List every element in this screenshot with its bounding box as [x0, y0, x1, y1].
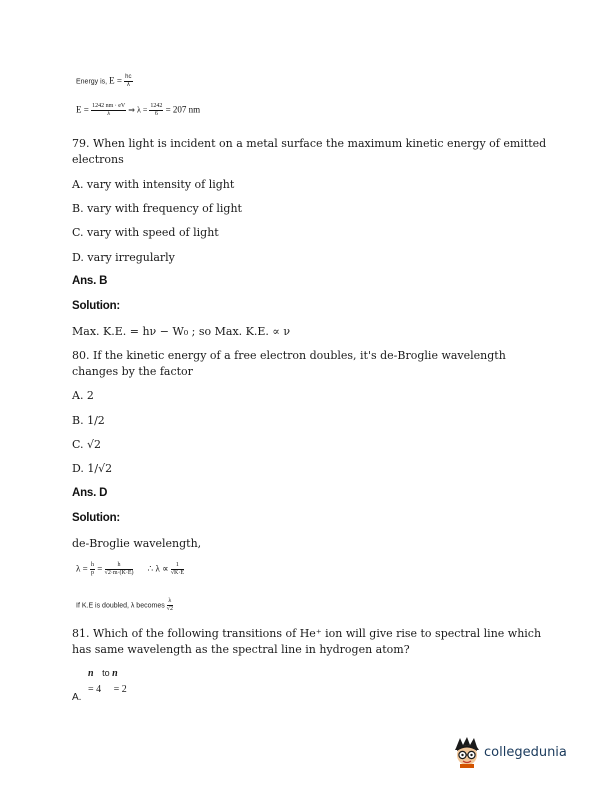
q80-solution-label: Solution: [72, 512, 121, 524]
q80-option-d: D. 1/√2 [72, 462, 113, 475]
q80-option-c: C. √2 [72, 438, 102, 451]
brand-logo [452, 736, 567, 768]
q79-solution-label: Solution: [72, 300, 121, 312]
q79-answer: Ans. B [72, 275, 108, 287]
question-80: 80. If the kinetic energy of a free electron doubles, it's de-Broglie wavelength changes by the factor [72, 349, 506, 378]
energy-fraction: $\frac{hc}{\lambda}$ [125, 74, 132, 88]
mascot-icon [452, 736, 482, 768]
question-79: 79. When light is incident on a metal surface the maximum kinetic energy of emitted electrons [72, 137, 547, 166]
q81-table-values: = 4 = 2 [88, 684, 127, 695]
energy-definition: Energy is, E = $\frac{hc}{\lambda}$ [76, 74, 132, 88]
q79-solution-text: Max. K.E. = hν − W₀ ; so Max. K.E. ∝ ν [72, 325, 291, 338]
q80-option-a: A. 2 [72, 389, 94, 402]
brand-name: collegedunia [484, 744, 567, 760]
doubling-note: If K.E is doubled, λ becomes $\frac{\lambda}{√2}$ [76, 598, 173, 612]
q80-answer: Ans. D [72, 487, 108, 499]
q79-option-d: D. vary irregularly [72, 251, 175, 264]
q81-option-a-label: A. [72, 692, 82, 703]
q80-solution-text: de-Broglie wavelength, [72, 537, 202, 550]
energy-calculation: E = $\frac{1242 nm \cdot eV}{\lambda}$ ⇒ λ = $\frac{1242}{6}$ = 207 nm [76, 103, 201, 117]
q79-option-a: A. vary with intensity of light [72, 178, 235, 191]
q81-table-header: n to n [88, 668, 118, 679]
q80-option-b: B. 1/2 [72, 414, 105, 427]
de-broglie-formula: λ = $\frac{h}{p}$ = $\frac{h}{√2\cdot m\cdot(K\cdot E)}$ ∴ λ ∝ $\frac{1}{√K\cdot E}$ [76, 562, 185, 576]
q79-option-c: C. vary with speed of light [72, 226, 219, 239]
q79-option-b: B. vary with frequency of light [72, 202, 242, 215]
question-81: 81. Which of the following transitions of He⁺ ion will give rise to spectral line which has same wavelength as the spectral line in hydrogen atom? [72, 627, 542, 656]
